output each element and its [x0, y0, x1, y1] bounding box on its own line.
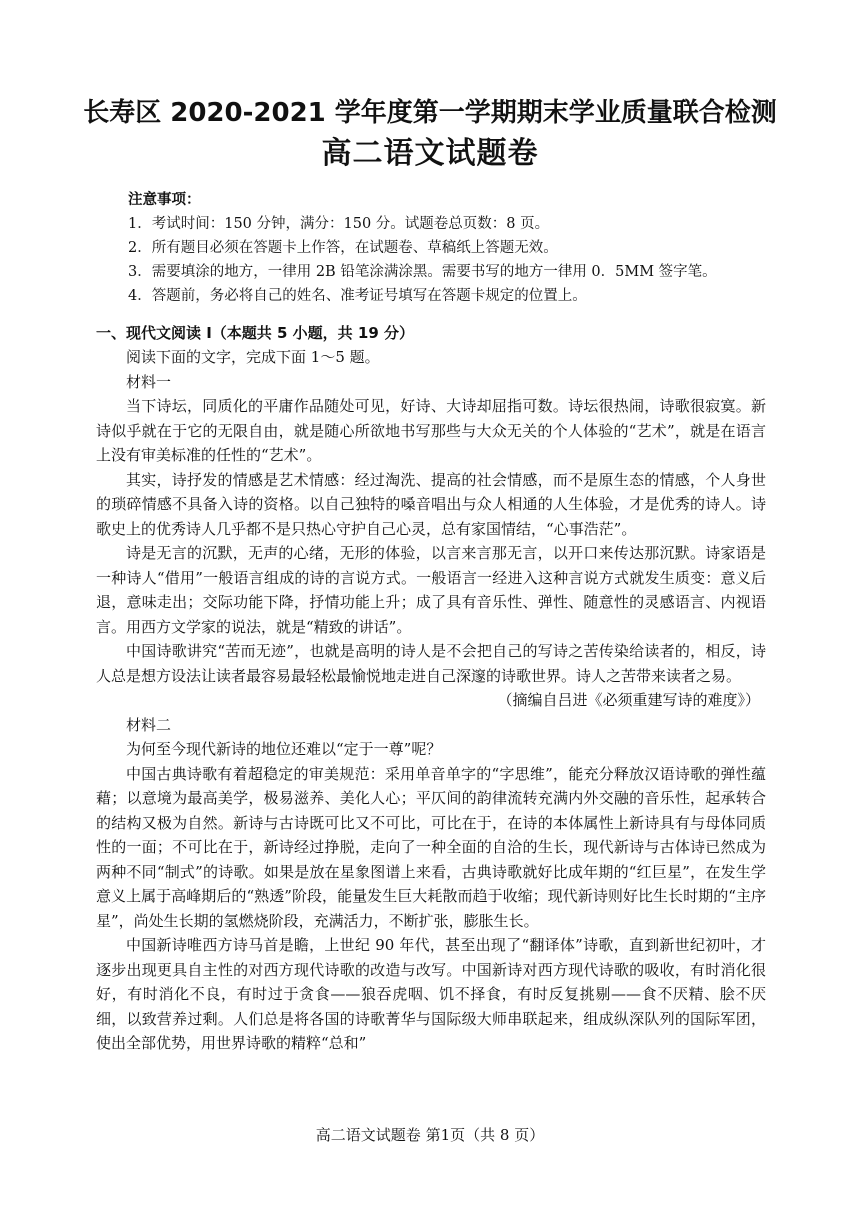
paragraph: 其实，诗抒发的情感是艺术情感：经过淘洗、提高的社会情感，而不是原生态的情感，个人身世的琐碎情感不具备入诗的资格。以自己独特的嗓音唱出与众人相通的人生体验，才是优秀的诗人。诗歌史上的优秀诗人几乎都不是只热心守护自己心灵，总有家国情结，“心事浩茫”。	[96, 470, 766, 538]
notice-item: 2．所有题目必须在答题卡上作答，在试题卷、草稿纸上答题无效。	[128, 240, 558, 256]
paragraph: 中国诗歌讲究“苦而无迹”，也就是高明的诗人是不会把自己的写诗之苦传染给读者的，相反，诗人总是想方设法让读者最容易最轻松最愉悦地走进自己深邃的诗歌世界。诗人之苦带来读者之易。	[96, 642, 766, 685]
paragraph: 当下诗坛，同质化的平庸作品随处可见，好诗、大诗却屈指可数。诗坛很热闹，诗歌很寂寞。新诗似乎就在于它的无限自由，就是随心所欲地书写那些与大众无关的个人体验的“艺术”，就是在语言上没有审美标准的任性的“艺术”。	[96, 397, 766, 464]
page-footer: 高二语文试题卷 第1页（共 8 页）	[315, 1126, 545, 1144]
paragraph: 中国新诗唯西方诗马首是瞻，上世纪 90 年代，甚至出现了“翻译体”诗歌，直到新世纪初叶，才逐步出现更具自主性的对西方现代诗歌的改造与改写。中国新诗对西方现代诗歌的吸收，有时消化很好，有时消化不良，有时过于贪食——狼吞虎咽、饥不择食，有时反复挑剔——食不厌精、脍不厌细，以致营养过剩。人们总是将各国的诗歌菁华与国际级大师串联起来，组成纵深队列的国际军团，使出全部优势，用世界诗歌的精粹“总和”	[96, 936, 766, 1052]
paragraph: 诗是无言的沉默，无声的心绪，无形的体验，以言来言那无言，以开口来传达那沉默。诗家语是一种诗人“借用”一般语言组成的诗的言说方式。一般语言一经进入这种言说方式就发生质变：意义后退，意味走出；交际功能下降，抒情功能上升；成了具有音乐性、弹性、随意性的灵感语言、内视语言。用西方文学家的说法，就是“精致的讲话”。	[96, 544, 766, 636]
notice-title: 注意事项：	[128, 192, 201, 208]
notice-block	[128, 188, 788, 308]
paragraph: 为何至今现代新诗的地位还难以“定于一尊”呢？	[126, 740, 442, 758]
exam-subtitle: 高二语文试题卷	[321, 136, 539, 171]
notice-item: 1．考试时间：150 分钟，满分：150 分。试题卷总页数：8 页。	[128, 216, 550, 232]
reading-passage	[96, 345, 766, 1056]
notice-item: 4．答题前，务必将自己的姓名、准考证号填写在答题卡规定的位置上。	[128, 288, 587, 304]
notice-item: 3．需要填涂的地方，一律用 2B 铅笔涂满涂黑。需要书写的地方一律用 0．5MM 签字笔。	[128, 264, 717, 280]
material-label: 材料一	[126, 372, 172, 391]
source-citation: （摘编自吕进《必须重建写诗的难度》）	[497, 691, 760, 709]
instruction: 阅读下面的文字，完成下面 1～5 题。	[126, 348, 380, 366]
paragraph: 中国古典诗歌有着超稳定的审美规范：采用单音单字的“字思维”，能充分释放汉语诗歌的弹性蕴藉；以意境为最高美学，极易滋养、美化人心；平仄间的韵律流转充满内外交融的音乐性，起承转合的结构又极为自然。新诗与古诗既可比又不可比，可比在于，在诗的本体属性上新诗具有与母体同质性的一面；不可比在于，新诗经过挣脱，走向了一种全面的自洽的生长，现代新诗与古体诗已然成为两种不同“制式”的诗歌。如果是放在星象图谱上来看，古典诗歌就好比成年期的“红巨星”，在发生学意义上属于高峰期后的“熟透”阶段，能量发生巨大耗散而趋于收缩；现代新诗则好比生长时期的“主序星”，尚处生长期的氢燃烧阶段，充满活力，不断扩张，膨胀生长。	[96, 764, 766, 930]
exam-title: 长寿区 2020-2021 学年度第一学期期末学业质量联合检测	[83, 98, 777, 128]
material-label: 材料二	[126, 715, 172, 734]
section-heading: 一、现代文阅读 I（本题共 5 小题，共 19 分）	[96, 324, 415, 342]
